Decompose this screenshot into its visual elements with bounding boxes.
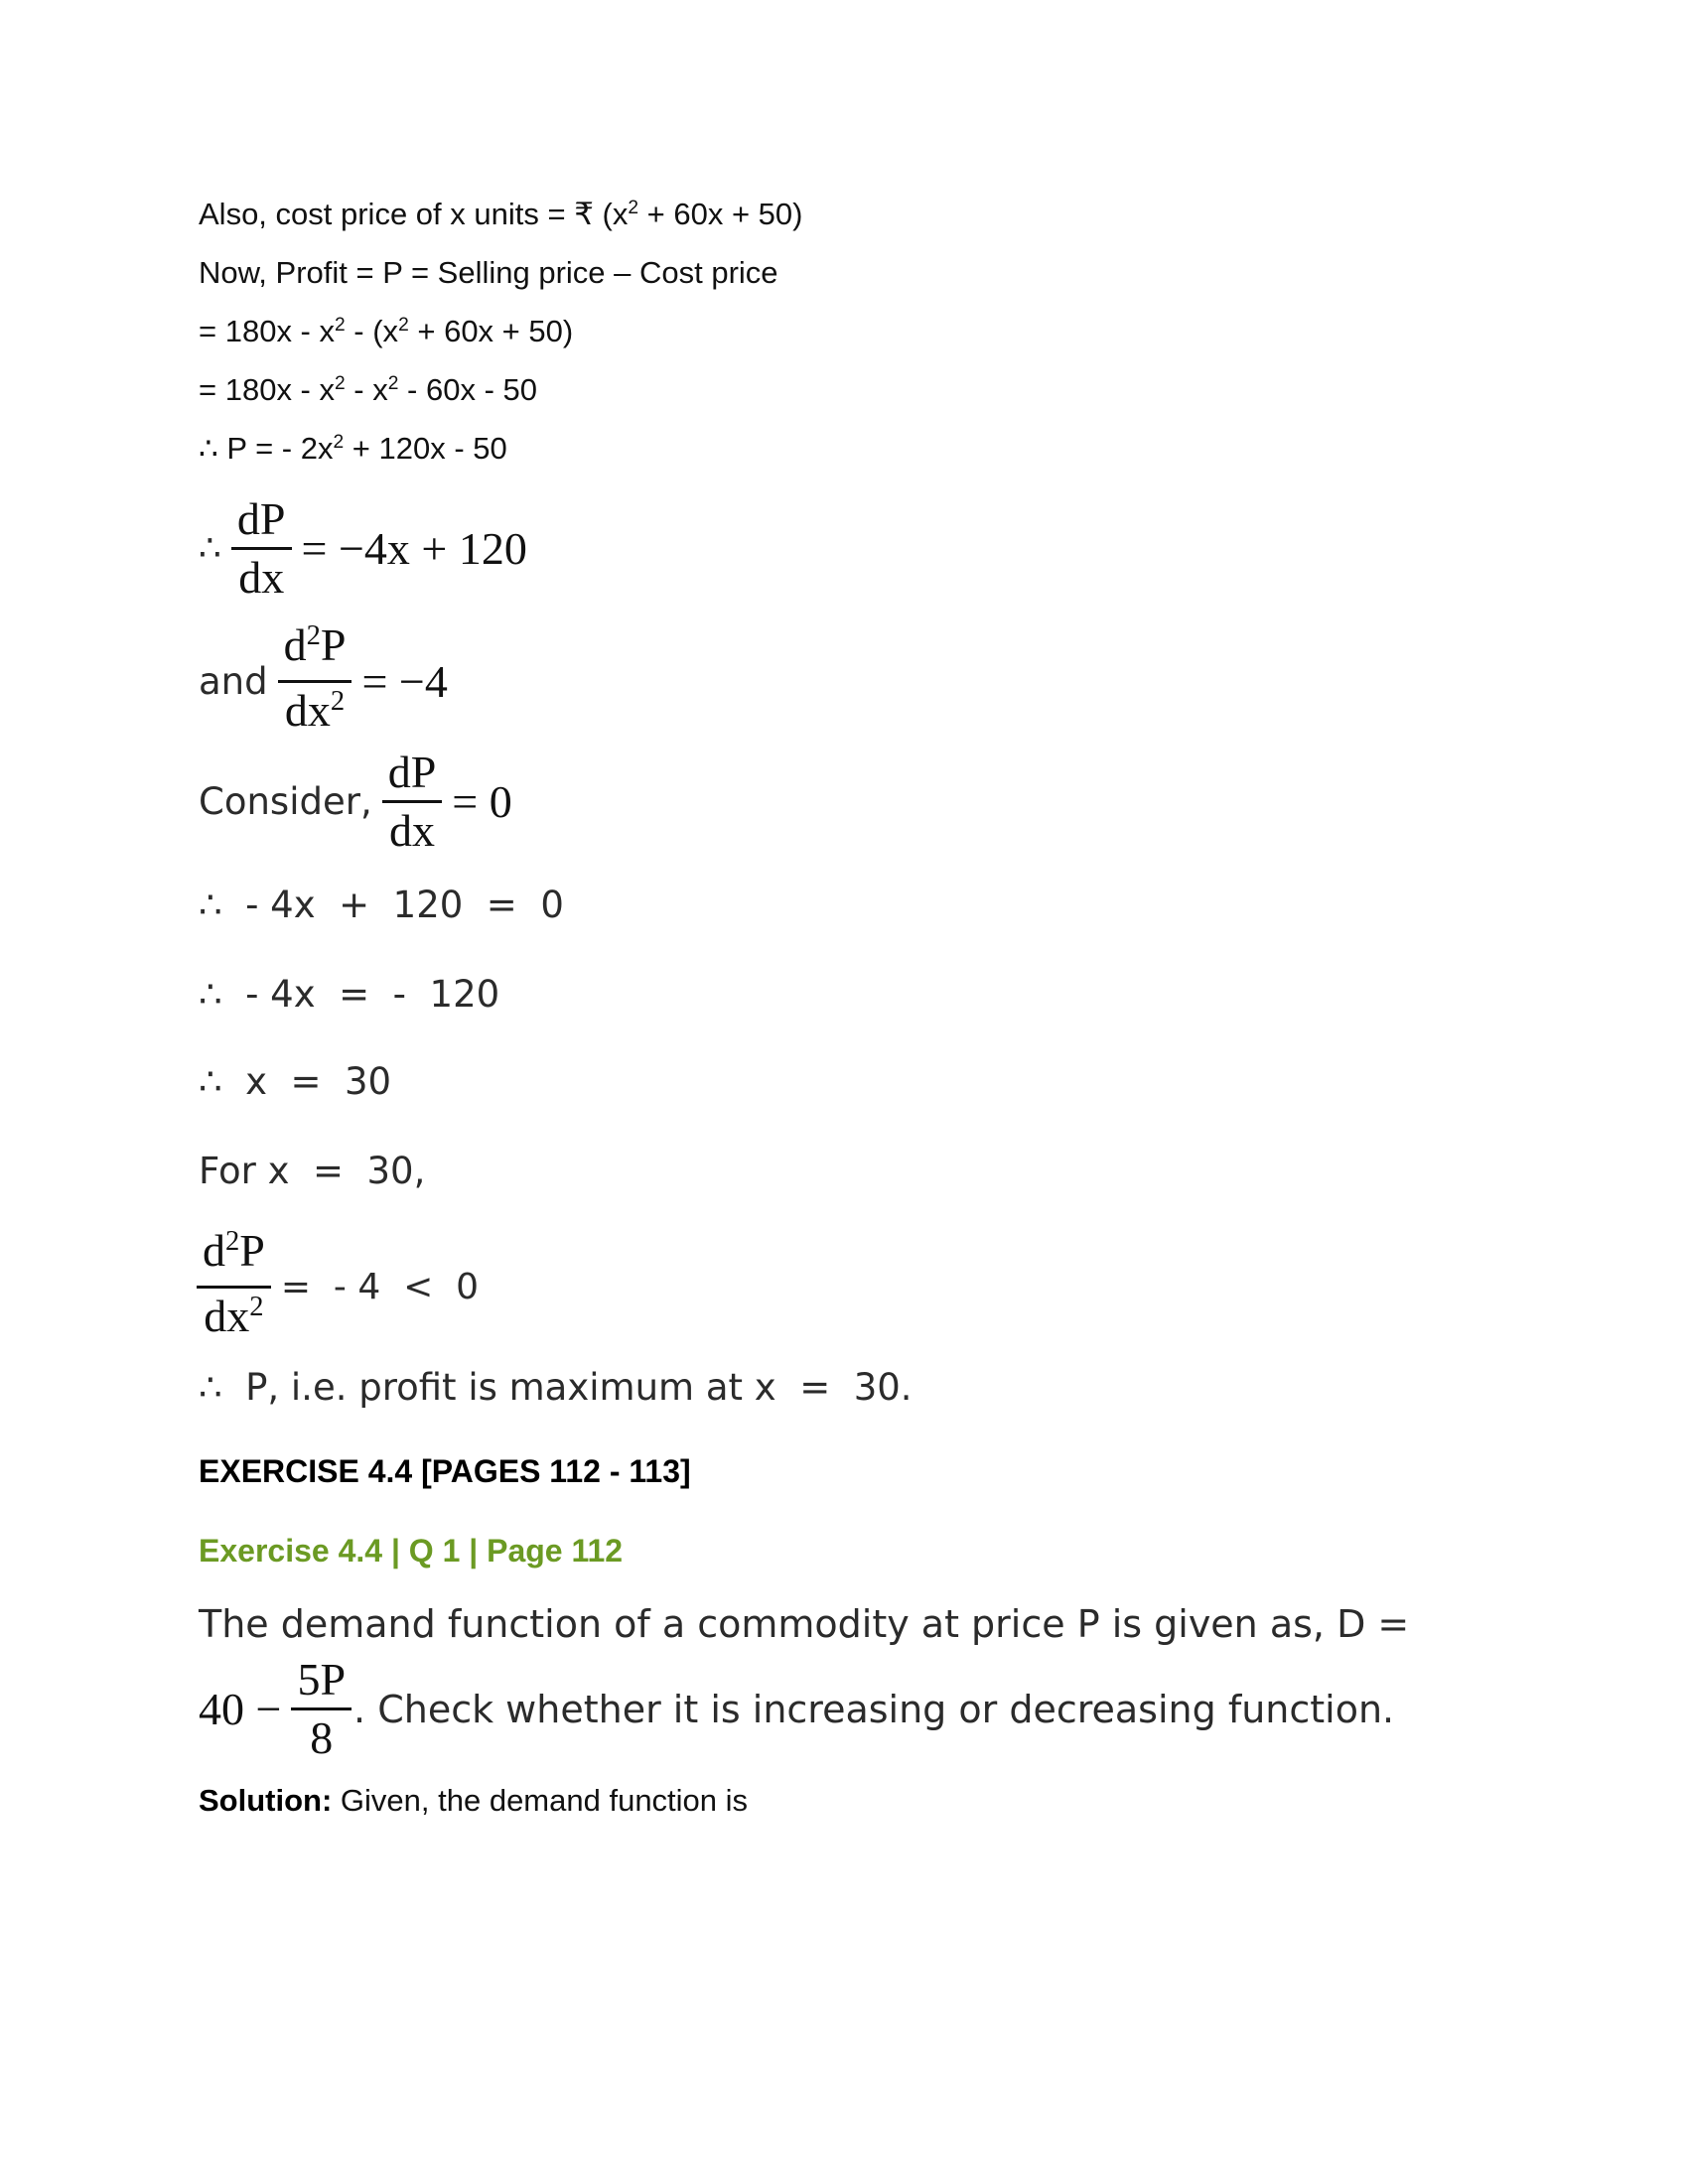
- numerator-d: d: [203, 1225, 225, 1276]
- profit-definition-line: [199, 255, 778, 291]
- first-derivative-rhs: = −4x + 120: [301, 523, 527, 574]
- denominator-dx: dx: [204, 1291, 250, 1341]
- numerator-d: d: [283, 619, 307, 670]
- superscript: 2: [306, 620, 321, 652]
- consider-label: Consider,: [199, 780, 372, 823]
- solve-step-2: ∴ - 4x = - 120: [199, 973, 500, 1016]
- conclusion-line: ∴ P, i.e. profit is maximum at x = 30.: [199, 1366, 913, 1409]
- consider-equation: [199, 745, 512, 859]
- superscript: 2: [335, 315, 346, 337]
- dp-dx-fraction: [231, 491, 292, 606]
- profit-definition-text: Now, Profit = P = Selling price – Cost price: [199, 255, 778, 290]
- numerator-p: P: [320, 619, 347, 670]
- question-line-2: [199, 1652, 1394, 1766]
- d2p-dx2-fraction: [278, 617, 352, 746]
- superscript: 2: [387, 373, 399, 395]
- superscript: 2: [628, 198, 639, 219]
- superscript: 2: [335, 373, 346, 395]
- step2-b: - x: [345, 372, 388, 407]
- fraction-denominator: dx: [389, 805, 435, 856]
- superscript: 2: [225, 1226, 240, 1258]
- superscript: 2: [330, 686, 346, 718]
- step2-c: - 60x - 50: [398, 372, 537, 407]
- step1-a: = 180x - x: [199, 314, 335, 348]
- solution-text: Given, the demand function is: [332, 1783, 749, 1818]
- cost-price-text: Also, cost price of x units = ₹ (x: [199, 197, 629, 231]
- fraction-denominator: 8: [310, 1712, 334, 1763]
- step2-line: [199, 372, 537, 408]
- step2-a: = 180x - x: [199, 372, 335, 407]
- step3-a: ∴ P = - 2x: [199, 431, 334, 466]
- superscript: 2: [333, 432, 345, 454]
- fraction-denominator: dx: [238, 552, 285, 603]
- therefore-symbol: ∴: [199, 528, 221, 569]
- solve-step-1: ∴ - 4x + 120 = 0: [199, 884, 564, 926]
- fraction-numerator: 5P: [297, 1654, 347, 1705]
- second-derivative-equation: [199, 617, 448, 746]
- step3-line: [199, 431, 507, 467]
- exercise-heading: EXERCISE 4.4 [PAGES 112 - 113]: [199, 1453, 691, 1489]
- and-label: and: [199, 660, 268, 703]
- cost-price-line: [199, 197, 803, 232]
- step1-line: [199, 314, 573, 349]
- second-derivative-rhs: = −4: [361, 656, 448, 707]
- second-derivative-check: [197, 1223, 479, 1351]
- for-x-line: For x = 30,: [199, 1150, 426, 1192]
- fraction-denominator: [198, 1289, 269, 1351]
- solution-line: [199, 1783, 748, 1819]
- question-line-1: The demand function of a commodity at price P is given as, D =: [199, 1602, 1410, 1646]
- cost-price-tail: + 60x + 50): [638, 197, 803, 231]
- step1-c: + 60x + 50): [408, 314, 574, 348]
- step3-b: + 120x - 50: [344, 431, 507, 466]
- step1-b: - (x: [345, 314, 399, 348]
- fraction-numerator: [278, 617, 352, 680]
- question-reference: Exercise 4.4 | Q 1 | Page 112: [199, 1533, 624, 1569]
- consider-rhs: = 0: [452, 776, 512, 827]
- solve-step-3: ∴ x = 30: [199, 1060, 392, 1103]
- second-check-rhs: = - 4 < 0: [280, 1267, 480, 1307]
- fraction-denominator: [279, 683, 351, 746]
- question-forty: 40 −: [199, 1684, 282, 1734]
- fraction-numerator: [197, 1223, 271, 1286]
- first-derivative-equation: [199, 491, 527, 606]
- question-line-2-tail: . Check whether it is increasing or decreasing function.: [353, 1687, 1395, 1731]
- fraction-numerator: dP: [236, 493, 286, 544]
- superscript: 2: [398, 315, 409, 337]
- d2p-dx2-fraction: [197, 1223, 271, 1351]
- denominator-dx: dx: [284, 685, 331, 736]
- five-p-over-eight-fraction: [291, 1652, 352, 1766]
- superscript: 2: [249, 1292, 264, 1323]
- dp-dx-fraction: [382, 745, 443, 859]
- solution-label: Solution:: [199, 1783, 333, 1818]
- fraction-numerator: dP: [387, 747, 437, 797]
- numerator-p: P: [239, 1225, 265, 1276]
